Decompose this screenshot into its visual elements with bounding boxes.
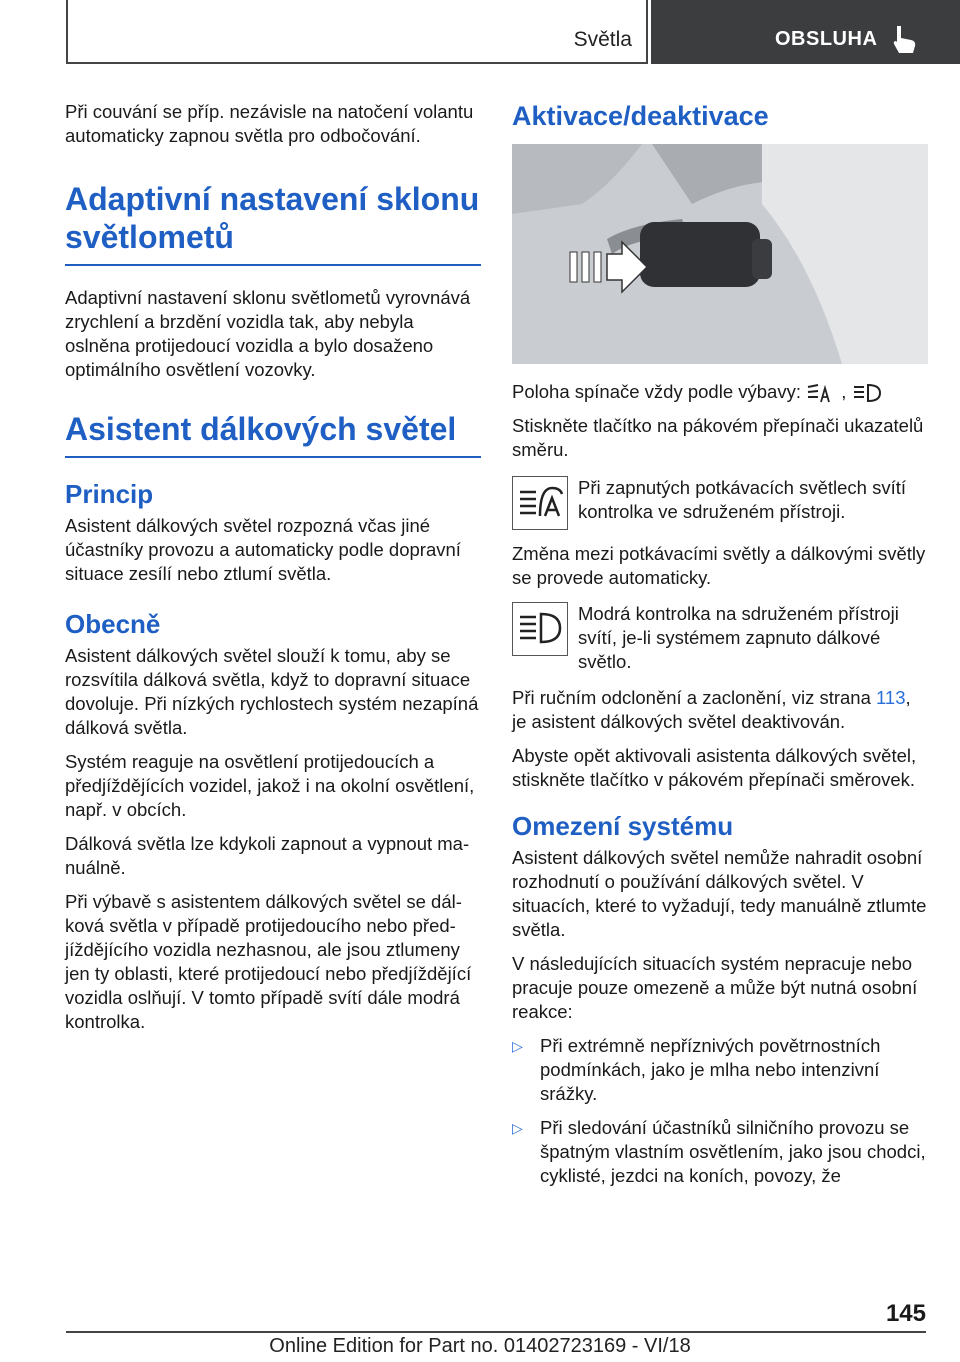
heading-princip: Princip	[65, 479, 154, 509]
footer-rule	[66, 1331, 926, 1333]
indicator-high-beam-row	[512, 602, 930, 674]
rucni-text-a: Při ručním odclonění a zaclonění, viz strana	[512, 687, 871, 709]
bullet-marker-icon: ▷	[512, 1038, 523, 1055]
indicator-low-beam-text: Při zapnutých potkávacích světlech svítí kontrolka ve sdruženém přístroji.	[578, 477, 907, 523]
paragraph-omezeni-2: V následujících situacích systém nepracuje nebo pracuje pouze omezeně a může být nutná osobní reakce:	[512, 953, 918, 1023]
page-number: 145	[885, 1300, 926, 1327]
paragraph-abyste: Abyste opět aktivovali asistenta dálkových světel, stiskněte tlačítko v pákovém přepínači směrovek.	[512, 745, 917, 791]
headlight-control-icon	[852, 382, 882, 404]
chapter-label: OBSLUHA	[775, 28, 878, 50]
bullet-item	[512, 1116, 930, 1188]
paragraph-obecne-1: Asistent dálkových světel slouží k tomu, aby se rozsvítila dálková světla, když to dopravní situace dovoluje. Při nízkých rychlostech systém nezapíná dálková světla.	[65, 645, 479, 738]
bullet-text: Při extrémně nepříznivých povětrnostních podmínkách, jako je mlha nebo intenzivní srážky.	[540, 1035, 881, 1105]
heading-rule	[65, 456, 481, 458]
left-column	[65, 100, 481, 1044]
indicator-high-beam-text: Modrá kontrolka na sdruženém přístroji svítí, je-li systémem zapnuto dálkové světlo.	[578, 603, 899, 673]
paragraph-stisk: Stiskněte tlačítko na pákovém přepínači ukazatelů směru.	[512, 415, 924, 461]
paragraph-princip: Asistent dálkových světel rozpozná včas jiné účastníky provozu a automaticky podle dopravní situace zesílí nebo ztlumí světla.	[65, 515, 461, 584]
paragraph-obecne-2: Systém reaguje na osvětlení protijedoucích a předjíždějících vozidel, jakož i na okolní osvětlení, např. v obcích.	[65, 751, 475, 820]
pointing-hand-icon	[891, 24, 919, 54]
paragraph-obecne-4: Při výbavě s asistentem dálkových světel se dálková světla v případě protijedoucího nebo předjíždějícího vozidla nezhasnou, ale jsou ztlumeny jen ty oblasti, které protijedoucí nebo předjíždějící vozidla oslňují. V tomto případě svítí dále modrá kontrolka.	[65, 891, 472, 1032]
auto-high-beam-icon	[806, 382, 836, 404]
heading-assist: Asistent dálkových světel	[65, 411, 457, 447]
lever-figure	[512, 144, 928, 364]
heading-omezeni: Omezení systému	[512, 811, 734, 842]
right-column	[512, 100, 930, 1198]
footer-edition: Online Edition for Part no. 01402723169 - VI/18	[269, 1335, 691, 1357]
low-beam-indicator-icon	[512, 476, 568, 530]
paragraph-adaptive: Adaptivní nastavení sklonu světlometů vyrovnává zrychlení a brzdění vozidla tak, aby nebyla oslněna protijedoucí vozidla a bylo dosaženo optimálního osvětlení vozovky.	[65, 287, 471, 380]
high-beam-indicator-icon	[512, 602, 568, 656]
heading-rule	[65, 264, 481, 266]
intro-paragraph: Při couvání se příp. nezávisle na natočení volantu automaticky zapnou světla pro odbočování.	[65, 101, 474, 146]
lever-illustration	[512, 144, 928, 364]
section-title: Světla	[573, 28, 632, 51]
bullet-marker-icon: ▷	[512, 1120, 523, 1137]
heading-activation: Aktivace/deaktivace	[512, 101, 769, 131]
bullet-item	[512, 1034, 930, 1106]
poloha-separator: ,	[841, 381, 847, 402]
indicator-low-beam-row	[512, 476, 930, 530]
paragraph-zmena: Změna mezi potkávacími světly a dálkovými světly se provede automaticky.	[512, 543, 926, 589]
chapter-badge	[651, 0, 960, 64]
paragraph-poloha	[512, 380, 930, 404]
page-link-113[interactable]: 113	[876, 687, 906, 709]
paragraph-rucni	[512, 686, 930, 734]
heading-obecne: Obecně	[65, 609, 161, 639]
paragraph-omezeni-1: Asistent dálkových světel nemůže nahradit osobní rozhodnutí o používání dálkových světel. V situacích, které to vyžadují, tedy manuálně ztlumte světla.	[512, 847, 927, 941]
rucni-text-b: , je asistent dálkových světel deaktivován.	[512, 687, 911, 733]
header-section-box	[66, 0, 648, 64]
paragraph-obecne-3: Dálková světla lze kdykoli zapnout a vypnout manuálně.	[65, 833, 470, 878]
poloha-text: Poloha spínače vždy podle výbavy:	[512, 381, 801, 402]
heading-adaptive: Adaptivní nastavení sklonu světlometů	[65, 181, 480, 255]
bullet-text: Při sledování účastníků silničního provozu se špatným vlastním osvětlením, jako jsou chodci, cyklisté, jezdci na koních, povozy, že	[540, 1117, 926, 1187]
